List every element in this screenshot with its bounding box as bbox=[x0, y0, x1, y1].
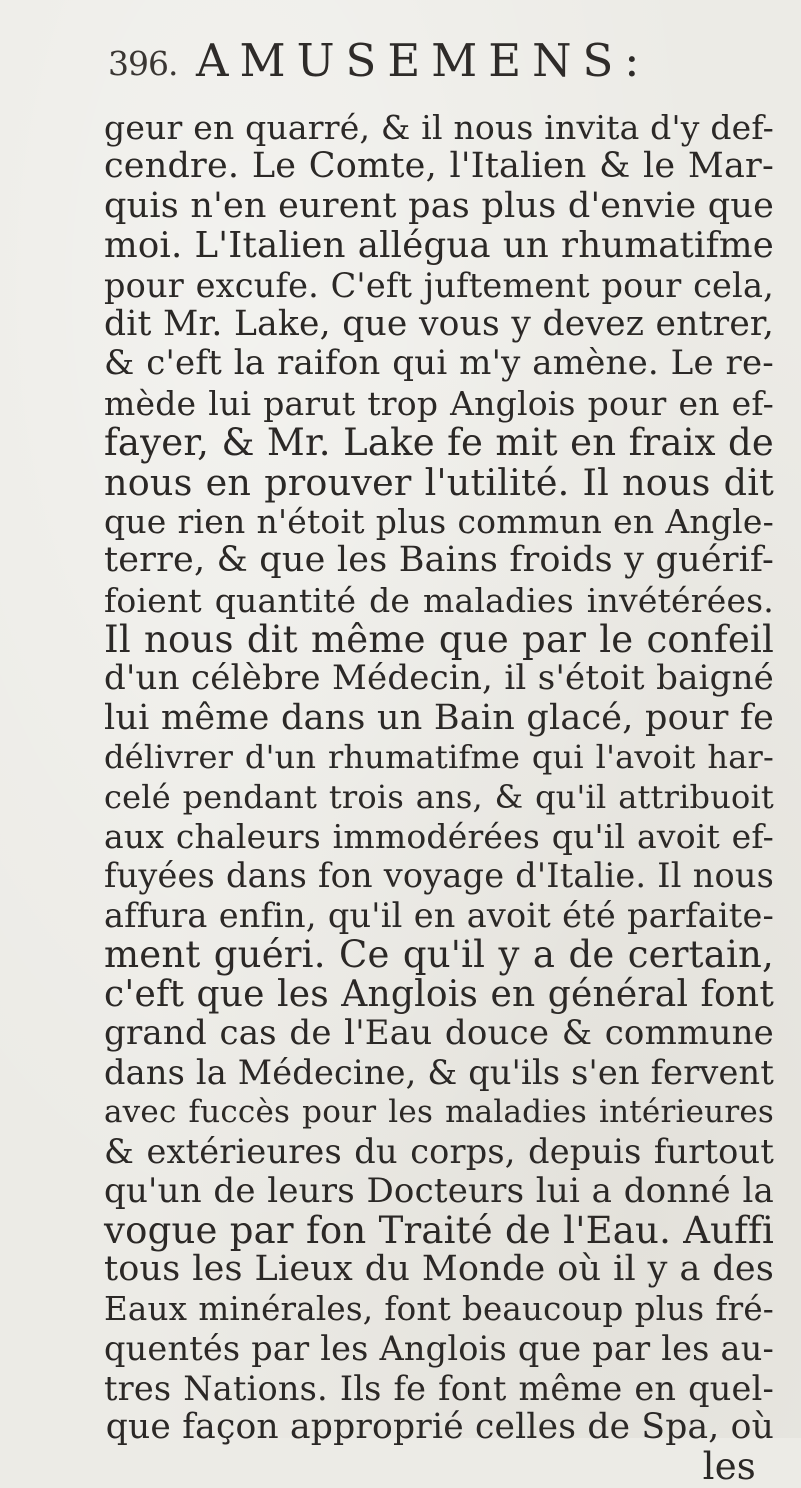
page-number: 396. bbox=[108, 44, 178, 83]
text-line: celé pendant trois ans, & qu'il attribuoit bbox=[104, 777, 774, 816]
body-text bbox=[104, 108, 774, 1487]
text-line: mède lui parut trop Anglois pour en ef- bbox=[104, 383, 774, 423]
catchword: les bbox=[702, 1445, 756, 1488]
text-line: moi. L'Italien allégua un rhumatifme bbox=[104, 225, 774, 267]
text-line: terre, & que les Bains froids y guérif- bbox=[104, 540, 774, 581]
text-line: & c'eft la raifon qui m'y amène. Le re- bbox=[104, 343, 774, 384]
text-line: Eaux minérales, font beaucoup plus fré- bbox=[104, 1289, 774, 1328]
text-line: délivrer d'un rhumatifme qui l'avoit har- bbox=[104, 738, 774, 777]
text-line: lui même dans un Bain glacé, pour fe bbox=[104, 697, 774, 738]
text-line: que rien n'étoit plus commun en Angle- bbox=[104, 501, 774, 541]
text-line: dit Mr. Lake, que vous y devez entrer, bbox=[104, 303, 774, 344]
text-line: & extérieures du corps, depuis furtout bbox=[104, 1132, 774, 1172]
text-line: que façon approprié celles de Spa, où bbox=[105, 1406, 774, 1447]
text-line: grand cas de l'Eau douce & commune bbox=[104, 1012, 774, 1053]
text-line: affura enfin, qu'il en avoit été parfaite- bbox=[104, 895, 774, 935]
text-line: d'un célèbre Médecin, il s'étoit baigné bbox=[104, 658, 774, 699]
text-line: tres Nations. Ils fe font même en quel- bbox=[104, 1368, 774, 1408]
text-line: nous en prouver l'utilité. Il nous dit bbox=[104, 460, 774, 504]
text-line: aux chaleurs immodérées qu'il avoit ef- bbox=[104, 817, 774, 857]
text-line: vogue par fon Traité de l'Eau. Auffi bbox=[104, 1208, 774, 1252]
running-title: AMUSEMENS: bbox=[196, 34, 651, 87]
text-line: avec fuccès pour les maladies intérieures bbox=[104, 1093, 774, 1130]
text-line: fayer, & Mr. Lake fe mit en fraix de bbox=[104, 421, 774, 465]
text-line: geur en quarré, & il nous invita d'y def- bbox=[104, 108, 774, 147]
text-line: quis n'en eurent pas plus d'envie que bbox=[104, 185, 774, 226]
text-line: fuyées dans fon voyage d'Italie. Il nous bbox=[104, 856, 774, 896]
text-line: dans la Médecine, & qu'ils s'en fervent bbox=[104, 1053, 774, 1093]
text-line: ment guéri. Ce qu'il y a de certain, bbox=[104, 933, 774, 977]
text-line: c'eft que les Anglois en général font bbox=[104, 973, 774, 1015]
text-line: cendre. Le Comte, l'Italien & le Mar- bbox=[104, 146, 774, 187]
text-line: quentés par les Anglois que par les au- bbox=[104, 1329, 774, 1369]
text-line: Il nous dit même que par le confeil bbox=[104, 618, 774, 662]
text-line: pour excufe. C'eft juftement pour cela, bbox=[104, 265, 774, 305]
page-header bbox=[0, 30, 801, 90]
text-line: foient quantité de maladies invétérées. bbox=[104, 580, 774, 620]
text-line: tous les Lieux du Monde où il y a des bbox=[104, 1249, 774, 1290]
text-line: qu'un de leurs Docteurs lui a donné la bbox=[104, 1170, 774, 1211]
